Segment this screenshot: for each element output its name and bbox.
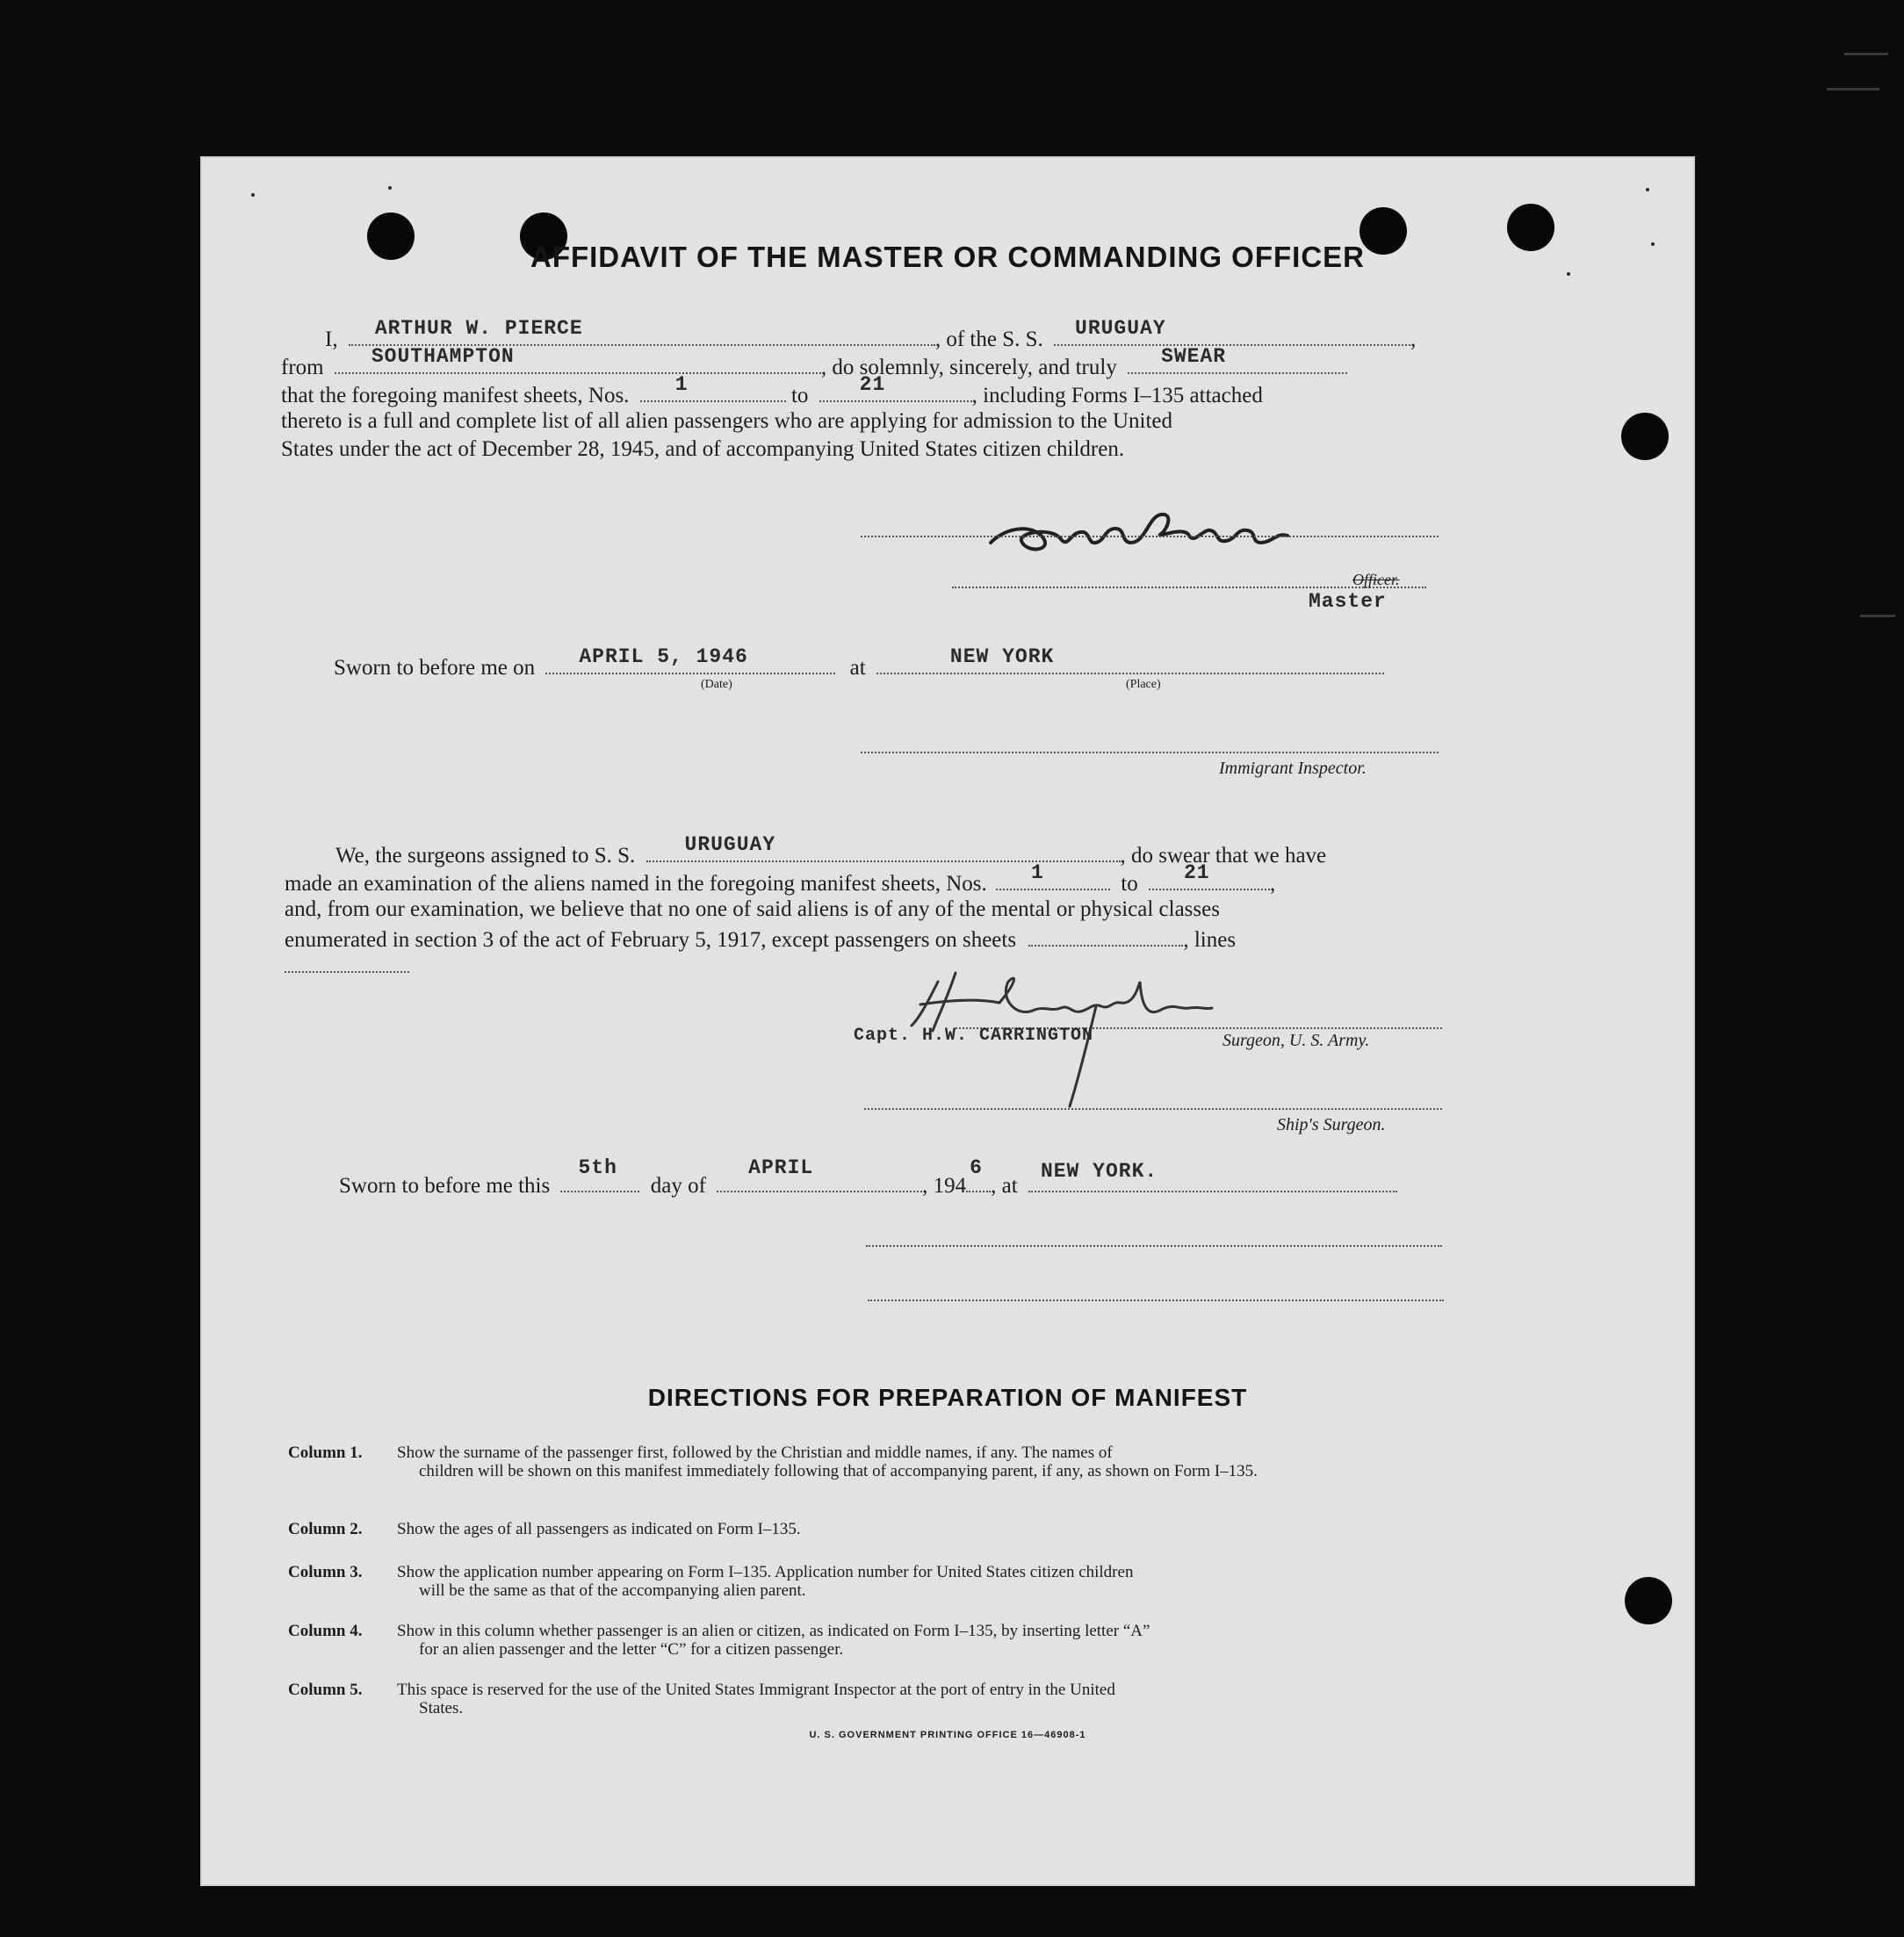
surgeons-line-1 <box>335 833 1327 870</box>
surgeon-name: Capt. H.W. CARRINGTON <box>854 1026 1094 1046</box>
affidavit-line-3 <box>281 373 1263 410</box>
month-value: APRIL <box>748 1156 814 1179</box>
direction-label: Column 5. <box>288 1681 363 1699</box>
sheet-from: 1 <box>674 373 689 396</box>
direction-text-cont: will be the same as that of the accompanying alien parent. <box>419 1581 806 1600</box>
direction-column-5 <box>288 1681 1500 1717</box>
sheet-to-field <box>819 373 972 402</box>
witness-line-2 <box>868 1300 1444 1301</box>
direction-label: Column 2. <box>288 1520 363 1538</box>
scan-edge-mark <box>1827 88 1879 90</box>
direction-text-cont: States. <box>419 1699 464 1717</box>
surgeons-sheet-from: 1 <box>1031 861 1044 884</box>
scan-edge-mark <box>1844 53 1888 55</box>
label-from: from <box>281 356 324 379</box>
label-to: to <box>790 384 809 407</box>
label-surgeons-to: to <box>1121 872 1138 896</box>
surgeons-line-4 <box>285 924 1236 954</box>
label-sworn-this: Sworn to before me this <box>339 1174 551 1198</box>
day-field <box>560 1156 639 1192</box>
date-caption: (Date) <box>701 678 732 691</box>
sworn-date: APRIL 5, 1946 <box>579 645 748 668</box>
surgeons-line-3: and, from our examination, we believe that no one of said aliens is of any of the mental or physical classes <box>285 897 1220 921</box>
scan-edge-mark <box>1860 615 1895 617</box>
direction-text: This space is reserved for the use of the United States Immigrant Inspector at the port of entry in the United <box>397 1681 1115 1699</box>
label-i: I, <box>325 328 338 351</box>
label-that-sheets: that the foregoing manifest sheets, Nos. <box>281 384 630 407</box>
direction-label: Column 4. <box>288 1622 363 1640</box>
sworn-place: NEW YORK <box>949 645 1055 668</box>
except-lines-field <box>285 971 409 973</box>
directions-title: DIRECTIONS FOR PREPARATION OF MANIFEST <box>647 1384 1248 1411</box>
from-port-field <box>335 345 821 374</box>
ship-surgeon-caption: Ship's Surgeon. <box>1277 1115 1386 1134</box>
label-year-prefix: , 194 <box>922 1174 967 1198</box>
surgeons-line-2: made an examination of the aliens named in the foregoing manifest sheets, Nos. 1 to 21 , <box>285 868 1275 898</box>
label-at: at <box>849 656 866 680</box>
inspector-signature-line <box>861 752 1439 753</box>
master-signature-line <box>861 536 1439 537</box>
surgeons-ship-field <box>646 833 1121 862</box>
label-day-of: day of <box>650 1174 706 1198</box>
label-surgeon-at: , at <box>991 1174 1018 1198</box>
label-lines: , lines <box>1183 928 1237 952</box>
ship-field <box>1054 317 1410 346</box>
from-port: SOUTHAMPTON <box>371 345 515 368</box>
label-solemnly: , do solemnly, sincerely, and truly <box>820 356 1117 379</box>
direction-label: Column 3. <box>288 1563 363 1581</box>
ship-surgeon-signature-line <box>864 1108 1442 1110</box>
direction-text: Show in this column whether passenger is an alien or citizen, as indicated on Form I–135, by inserting letter “A” <box>397 1622 1150 1640</box>
except-sheets-field <box>1028 924 1183 947</box>
surgeons-sheet-to-field <box>1149 861 1270 890</box>
printing-office-footer: U. S. GOVERNMENT PRINTING OFFICE 16—46908-1 <box>809 1730 1086 1740</box>
sworn-place-field <box>876 645 1384 674</box>
label-including: , including Forms I–135 attached <box>971 384 1263 407</box>
sworn-master-line <box>334 645 1384 682</box>
direction-label: Column 1. <box>288 1444 363 1462</box>
month-field <box>717 1156 922 1192</box>
document-page <box>200 156 1695 1886</box>
sworn-surgeon-line <box>339 1156 1397 1200</box>
master-label: Master <box>1309 590 1387 613</box>
oath-word: SWEAR <box>1161 345 1227 368</box>
ship-name: URUGUAY <box>1075 317 1166 340</box>
year-digit: 6 <box>970 1156 983 1179</box>
sheet-from-field <box>640 373 786 402</box>
sheet-to: 21 <box>859 373 886 396</box>
label-swear: , do swear that we have <box>1120 844 1327 868</box>
year-field <box>966 1156 991 1192</box>
surgeons-ship: URUGUAY <box>684 833 776 856</box>
affidavit-line-5: States under the act of December 28, 1945, and of accompanying United States citizen children. <box>281 437 1125 461</box>
speck <box>1646 188 1649 191</box>
army-caption: Surgeon, U. S. Army. <box>1222 1031 1370 1050</box>
direction-text-cont: for an alien passenger and the letter “C” for a citizen passenger. <box>419 1640 844 1659</box>
direction-text-cont: children will be shown on this manifest immediately following that of accompanying parent, if any, as shown on Form I–135. <box>419 1462 1258 1480</box>
direction-column-3 <box>288 1563 1500 1600</box>
day-value: 5th <box>578 1156 617 1179</box>
oath-field <box>1128 345 1347 374</box>
direction-column-1 <box>288 1444 1500 1480</box>
label-surgeons: We, the surgeons assigned to S. S. <box>335 844 636 868</box>
label-sworn: Sworn to before me on <box>334 656 536 680</box>
surgeons-sheet-from-field <box>996 861 1110 890</box>
surgeons-sheet-to: 21 <box>1183 861 1210 884</box>
affidavit-line-1: I, ARTHUR W. PIERCE , of the S. S. URUGUAY , <box>325 323 1416 354</box>
surgeon-place: NEW YORK. <box>1040 1160 1158 1183</box>
master-signature <box>973 490 1324 569</box>
direction-column-2 <box>288 1520 1500 1538</box>
direction-text: Show the ages of all passengers as indicated on Form I–135. <box>397 1520 801 1538</box>
speck <box>251 193 255 197</box>
label-of-ss: , of the S. S. <box>934 328 1043 351</box>
sworn-date-field <box>545 645 835 674</box>
affidavit-title: AFFIDAVIT OF THE MASTER OR COMMANDING OFFICER <box>530 241 1365 273</box>
direction-text: Show the application number appearing on Form I–135. Application number for United States citizen children <box>397 1563 1134 1581</box>
label-enumerated: enumerated in section 3 of the act of February 5, 1917, except passengers on sheets <box>285 928 1017 952</box>
label-examination: made an examination of the aliens named in the foregoing manifest sheets, Nos. <box>285 872 987 896</box>
direction-column-4 <box>288 1622 1500 1659</box>
master-name: ARTHUR W. PIERCE <box>374 317 583 340</box>
place-caption: (Place) <box>1126 678 1161 691</box>
punch-hole <box>1621 413 1669 460</box>
affidavit-line-4: thereto is a full and complete list of all alien passengers who are applying for admission to the United <box>281 409 1173 433</box>
affidavit-line-2 <box>281 345 1347 382</box>
direction-text: Show the surname of the passenger first, followed by the Christian and middle names, if any. The names of <box>397 1444 1113 1462</box>
inspector-caption: Immigrant Inspector. <box>1219 759 1367 778</box>
punch-hole <box>1625 1577 1672 1624</box>
speck <box>388 186 392 190</box>
witness-line-1 <box>866 1245 1442 1247</box>
surgeon-place-field <box>1028 1160 1397 1192</box>
officer-label: Officer. <box>1352 571 1400 588</box>
